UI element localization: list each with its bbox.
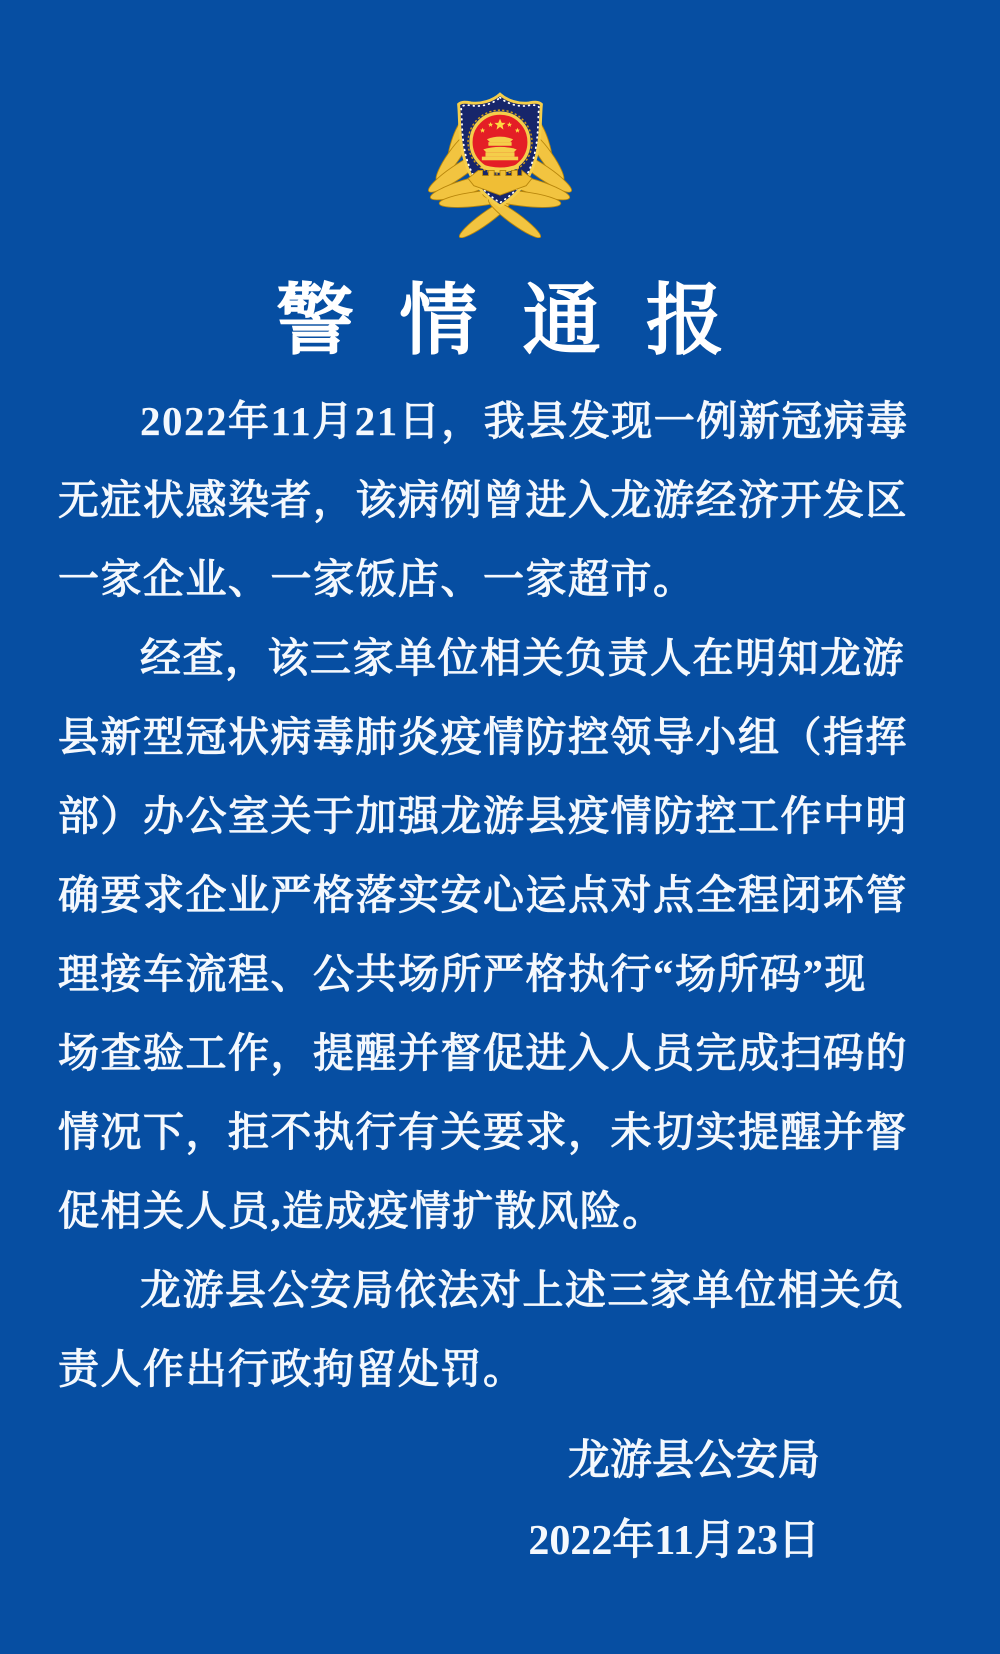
body-line: 促相关人员,造成疫情扩散风险。 — [58, 1188, 665, 1234]
notice-body — [0, 382, 1000, 1409]
body-line: 无症状感染者，该病例曾进入龙游经济开发区 — [58, 477, 908, 523]
body-line: 龙游县公安局依法对上述三家单位相关负 — [140, 1267, 905, 1313]
body-line: 责人作出行政拘留处罚。 — [58, 1346, 526, 1392]
body-line: 理接车流程、公共场所严格执行“场所码”现 — [58, 951, 867, 997]
signature-agency: 龙游县公安局 — [567, 1438, 820, 1484]
signature-block — [0, 1421, 1000, 1581]
body-line: 县新型冠状病毒肺炎疫情防控领导小组（指挥 — [58, 714, 908, 760]
body-line: 确要求企业严格落实安心运点对点全程闭环管 — [58, 872, 908, 918]
signature-date: 2022年11月23日 — [528, 1518, 820, 1564]
police-badge-icon — [419, 84, 581, 238]
body-line: 2022年11月21日，我县发现一例新冠病毒 — [140, 398, 909, 444]
body-line: 情况下，拒不执行有关要求，未切实提醒并督 — [58, 1109, 908, 1155]
body-line: 一家企业、一家饭店、一家超市。 — [58, 556, 696, 602]
body-line: 经查，该三家单位相关负责人在明知龙游 — [140, 635, 905, 681]
police-badge-svg — [419, 84, 581, 238]
body-line: 部）办公室关于加强龙游县疫情防控工作中明 — [58, 793, 908, 839]
body-line: 场查验工作，提醒并督促进入人员完成扫码的 — [58, 1030, 908, 1076]
page-title: 警情通报 — [276, 277, 770, 364]
